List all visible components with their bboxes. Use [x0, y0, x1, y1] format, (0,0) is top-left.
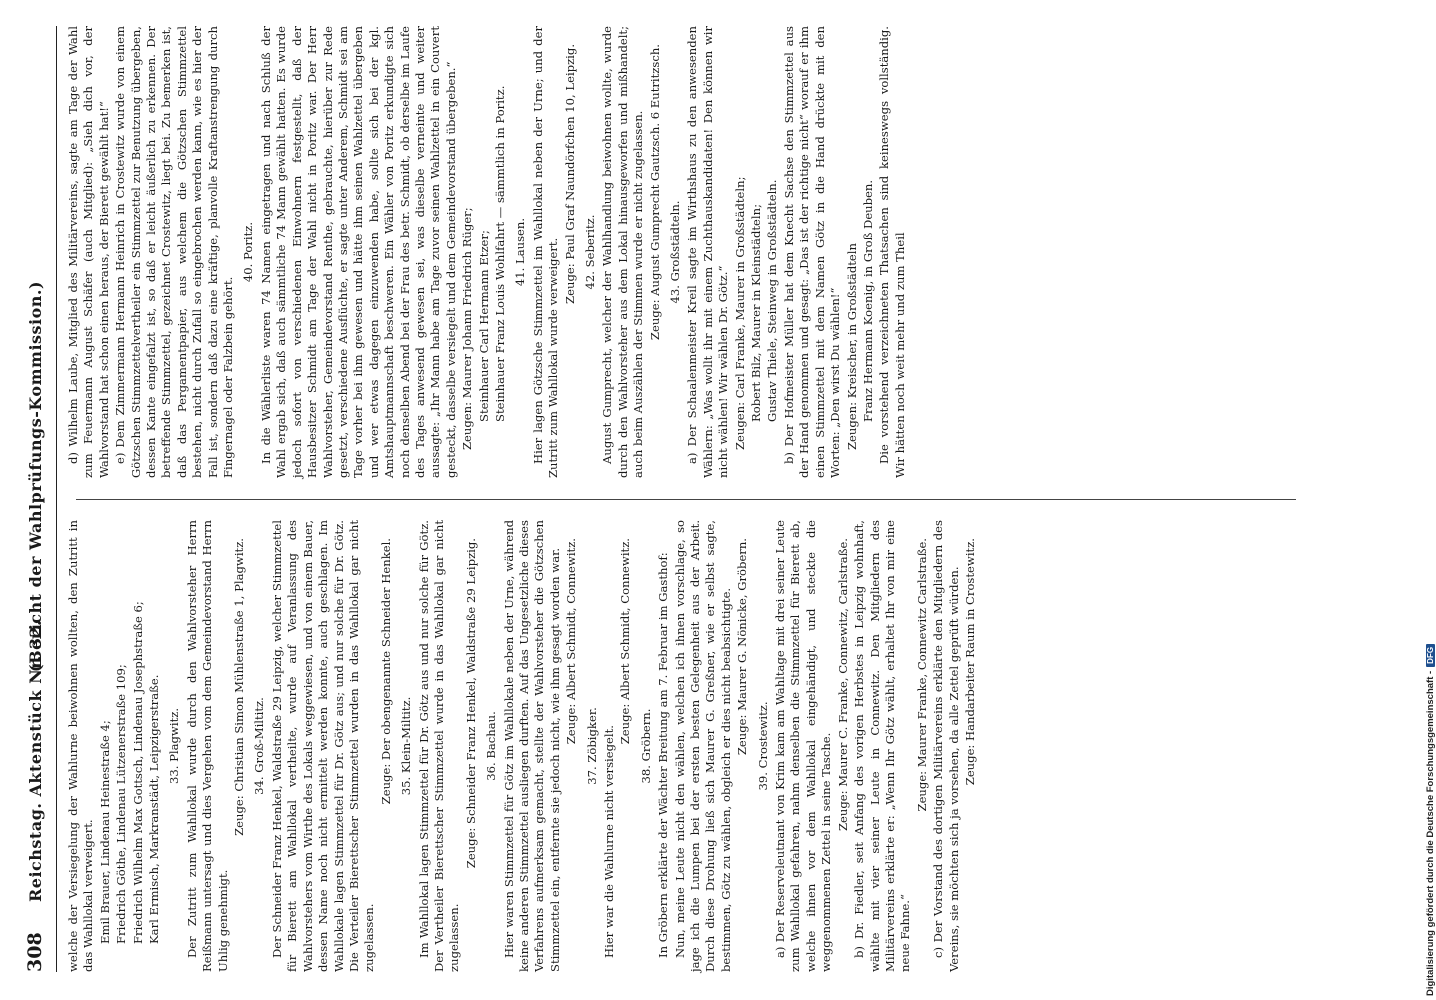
left-column-paragraph: Friedrich Wilhelm Max Gottsch, Lindenau Josephstraße 6; [130, 601, 145, 944]
right-column-paragraph: Zeugen: Kreischer, in Großstädteln [844, 243, 859, 450]
right-column-paragraph: Franz Hermann Koenig, in Groß Deuben. [860, 179, 875, 422]
right-column-paragraph: Zeugen: Carl Franke, Maurer in Großstädteln; [732, 176, 747, 450]
left-column-paragraph: Zeuge: Christian Simon Mühlenstraße 1, Plagwitz. [232, 538, 247, 836]
left-column-paragraph: Friedrich Göthe, Lindenau Lützenerstraße 109; [114, 664, 129, 944]
right-column-section-heading: 40. Poritz. [241, 221, 256, 283]
left-column-paragraph: c) Der Vorstand des dortigen Militärvereins erklärte den Mitgliedern des Vereins, sie möchten sich ja vorsehen, da alle Zettel geprüft würden. [931, 520, 961, 972]
left-column-paragraph: a) Der Reserveleutnant von Krim kam am Wahltage mit drei seiner Leute zum Wahllokal gefahren, nahm denselben die Stimmzettel für Bierett ab, welche ihnen vor dem Wahllokal eingehändigt, und steckte die weggenommenen Zettel in seine Tasche. [773, 520, 834, 972]
right-column [66, 26, 1306, 478]
left-column-section-heading: 33. Plagwitz. [167, 707, 182, 785]
left-column-paragraph: In Gröbern erklärte der Wächter Breitung am 7. Februar im Gasthof: [656, 552, 671, 958]
left-column-paragraph: Zeuge: Albert Schmidt, Connewitz. [564, 538, 579, 745]
right-column-paragraph: August Gumprecht, welcher der Wahlhandlung beiwohnen wollte, wurde durch den Wahlvorsteher aus dem Lokal hinausgeworfen und mißhandelt; auch beim Auszählen der Stimmen wurde er nicht zugelassen. [600, 26, 646, 478]
text-columns [66, 26, 1306, 972]
left-column-paragraph: Zeuge: Schneider Franz Henkel, Waldstraße 29 Leipzig. [463, 538, 478, 869]
right-column-paragraph: Hier lagen Götzsche Stimmzettel im Wahllokal neben der Urne; und der Zutritt zum Wahllokal wurde verweigert. [530, 26, 561, 478]
right-column-section-heading: 41. Lausen. [513, 217, 528, 287]
right-column-paragraph: Zeuge: Paul Graf Naundörfchen 10, Leipzig. [562, 44, 577, 304]
left-column-paragraph: Karl Ermisch, Markranstädt, Leipzigerstraße. [147, 674, 162, 944]
right-column-paragraph: Zeuge: August Gumprecht Gautzsch. 6 Eutritzsch. [647, 44, 662, 341]
dfg-logo: DFG [1426, 644, 1435, 667]
right-column-paragraph: Zeugen: Maurer Johann Friedrich Rüger; [460, 207, 475, 450]
dfg-credit [1425, 644, 1436, 996]
left-column-paragraph: Nun, meine Leute nicht den wählen, welchen ich ihnen vorschlage, so jage ich die Lumpen bei der ersten besten Gelegenheit aus der Arbeit. Durch diese Drohung ließ sich Maurer G. Greßner, wie er selbst sagte, bestimmen, Götz zu wählen, obgleich er dies nicht beabsichtigte. [672, 520, 733, 972]
left-column-paragraph: Emil Brauer, Lindenau Heinestraße 4; [97, 720, 112, 944]
left-column-section-heading: 35. Klein-Miltitz. [399, 696, 414, 796]
running-title: Reichstag. Aktenstück Nr. 32. [26, 619, 45, 902]
left-column-paragraph: Zeuge: Maurer Franke, Connewitz Carlstraße. [914, 538, 929, 812]
right-column-paragraph: Steinhauer Franz Louis Wohlfahrt — sämmtlich in Poritz. [492, 85, 507, 422]
right-column-paragraph: d) Wilhelm Laube, Mitglied des Militärvereins, sagte am Tage der Wahl zum Feuermann August Schäfer (auch Mitglied): „Sieh dich vor, der Wahlvorstand hat schon einen heraus, der Bierett gewählt hat!“ [66, 26, 111, 478]
right-column-section-heading: 42. Seberitz. [583, 214, 597, 290]
right-column-paragraph: Die vorstehend verzeichneten Thatsachen sind keineswegs vollständig. Wir hätten noch weit mehr und zum Theil [877, 26, 907, 478]
left-column-section-heading: 38. Gröbern. [638, 708, 653, 784]
left-column-paragraph: Zeuge: Handarbeiter Raum in Crostewitz. [962, 538, 977, 786]
left-column-section-heading: 34. Groß-Miltitz. [252, 697, 267, 795]
left-column-paragraph: Zeuge: Maurer G. Nönicke, Gröbern. [735, 538, 750, 756]
right-column-paragraph: e) Dem Zimmermann Hermann Heinrich in Crostewitz wurde von einem Götzschen Stimmzettelvertheiler ein Stimmzettel zur Benutzung übergeben, dessen Kante eingefalzt ist, so daß er leicht äußerlich zu erkennen. Der betreffende Stimmzettel, gezeichnet Crostewitz, liegt bei. Zu bemerken ist, daß das Pergamentpapier, aus welchem die Götzschen Stimmzettel bestehen, nicht durch Zufall so eingebrochen werden kann, wie es hier der Fall ist, sondern daß dazu eine kräftige, planvolle Kraftanstrengung durch Fingernagel oder Falzbein gehört. [113, 26, 236, 478]
right-column-paragraph: Robert Bilz, Maurer in Kleinstädteln; [749, 204, 764, 422]
left-column-paragraph: welche der Versiegelung der Wahlurne beiwohnen wollten, den Zutritt in das Wahllokal verweigert. [66, 520, 96, 972]
left-column-paragraph: Zeuge: Maurer C. Franke, Connewitz, Carlstraße. [835, 538, 850, 831]
left-column-paragraph: Zeuge: Der obengenannte Schneider Henkel. [378, 538, 393, 805]
right-column-paragraph: Gustav Thiele, Steinweg in Großstädteln. [765, 179, 780, 422]
left-column-section-heading: 39. Crostewitz. [755, 701, 770, 791]
left-column-paragraph: Hier war die Wahlurne nicht versiegelt. [602, 725, 616, 958]
left-column-paragraph: Im Wahllokal lagen Stimmzettel für Dr. Götz aus und nur solche für Götz. Der Vertheiler Bierettscher Stimmzettel wurde in das Wahllokal gar nicht zugelassen. [416, 520, 462, 972]
left-column-paragraph: Der Zutritt zum Wahllokal wurde durch den Wahlvorsteher Herrn Reißmann untersagt und dies Vergehen vom dem Gemeindevorstand Herrn Uhlig genehmigt. [184, 520, 230, 972]
right-column-paragraph: a) Der Schaalenmeister Kreil sagte im Wirthshaus zu den anwesenden Wählern: „Was wollt ihr mit einem Zuchthauskandidaten! Den können wir nicht wählen! Wir wählen Dr. Götz.“ [685, 26, 731, 478]
page-number: 308 [24, 932, 46, 972]
left-column-section-heading: 36. Bachau. [484, 711, 499, 781]
left-column-paragraph: Hier waren Stimmzettel für Götz im Wahllokale neben der Urne, während keine anderen Stimmzettel ausliegen durften. Auf das Ungesetzliche dieses Verfahrens aufmerksam gemacht, stellte der Wahlvorsteher die Götzschen Stimmzettel ein, entfernte sie jedoch nicht, wie ihm gesagt worden war. [501, 520, 562, 972]
section-title: (Bericht der Wahlprüfungs-Kommission.) [26, 280, 45, 672]
left-column-paragraph: b) Dr. Fiedler, seit Anfang des vorigen Herbstes in Leipzig wohnhaft, wählte mit vier seiner Leute in Connewitz. Den Mitgliedern des Militärvereins erklärte er: „Wenn Ihr Götz wählt, erhaltet Ihr von mir eine neue Fahne.“ [852, 520, 913, 972]
page-header [16, 26, 57, 972]
right-column-paragraph: In die Wählerliste waren 74 Namen eingetragen und nach Schluß der Wahl ergab sich, daß auch sämmtliche 74 Mann gewählt hatten. Es wurde jedoch sofort von verschiedenen Einwohnern festgestellt, daß der Hausbesitzer Schmidt am Tage der Wahl nicht in Poritz war. Der Herr Wahlvorsteher, Gemeindevorstand Renthe, gebrauchte, hierüber zur Rede gesetzt, verschiedene Ausflüchte, er sagte unter Anderem, Schmidt sei am Tage vorher bei ihm gewesen und hätte ihm seinen Wahlzettel übergeben und wer etwas dagegen einzuwenden habe, sollte sich bei der kgl. Amtshauptmannschaft beschweren. Ein Wähler von Poritz erkundigte sich noch denselben Abend bei der Frau des betr. Schmidt, ob derselbe im Laufe des Tages anwesend gewesen sei, was dieselbe verneinte und weiter aussagte: „Ihr Mann habe am Tage zuvor seinen Wahlzettel in ein Couvert gesteckt, dasselbe versiegelt und dem Gemeindevorstand übergeben.“ [258, 26, 458, 478]
dfg-credit-text: Digitalisierung gefördert durch die Deutsche Forschungsgemeinschaft - [1425, 670, 1436, 996]
right-column-paragraph: Steinhauer Carl Hermann Etzer; [476, 230, 491, 422]
left-column-section-heading: 37. Zöbigker. [584, 707, 599, 785]
left-column-paragraph: Zeuge: Albert Schmidt, Connewitz. [618, 538, 633, 745]
right-column-section-heading: 43. Großstädteln. [668, 200, 683, 304]
left-column-paragraph: Der Schneider Franz Henkel, Waldstraße 29 Leipzig, welcher Stimmzettel für Bierett am Wahllokal vertheilte, wurde auf Veranlassung des Wahlvorstehers vom Wirthe des Lokals weggewiesen, und von einem Bauer, dessen Name noch nicht ermittelt werden konnte, auch geschlagen. Im Wahllokale lagen Stimmzettel für Dr. Götz aus; und nur solche für Dr. Götz. Die Verteiler Bierettscher Stimmzettel wurden in das Wahllokal gar nicht zugelassen. [269, 520, 377, 972]
column-divider [76, 499, 1296, 500]
right-column-paragraph: b) Der Hofmeister Müller hat dem Knecht Sachse den Stimmzettel aus der Hand genommen und gesagt: „Das ist der richtige nicht“ worauf er ihm einen Stimmzettel mit dem Namen Götz in die Hand drückte mit den Worten: „Den wirst Du wählen!“ [781, 26, 843, 478]
left-column [66, 520, 1306, 972]
